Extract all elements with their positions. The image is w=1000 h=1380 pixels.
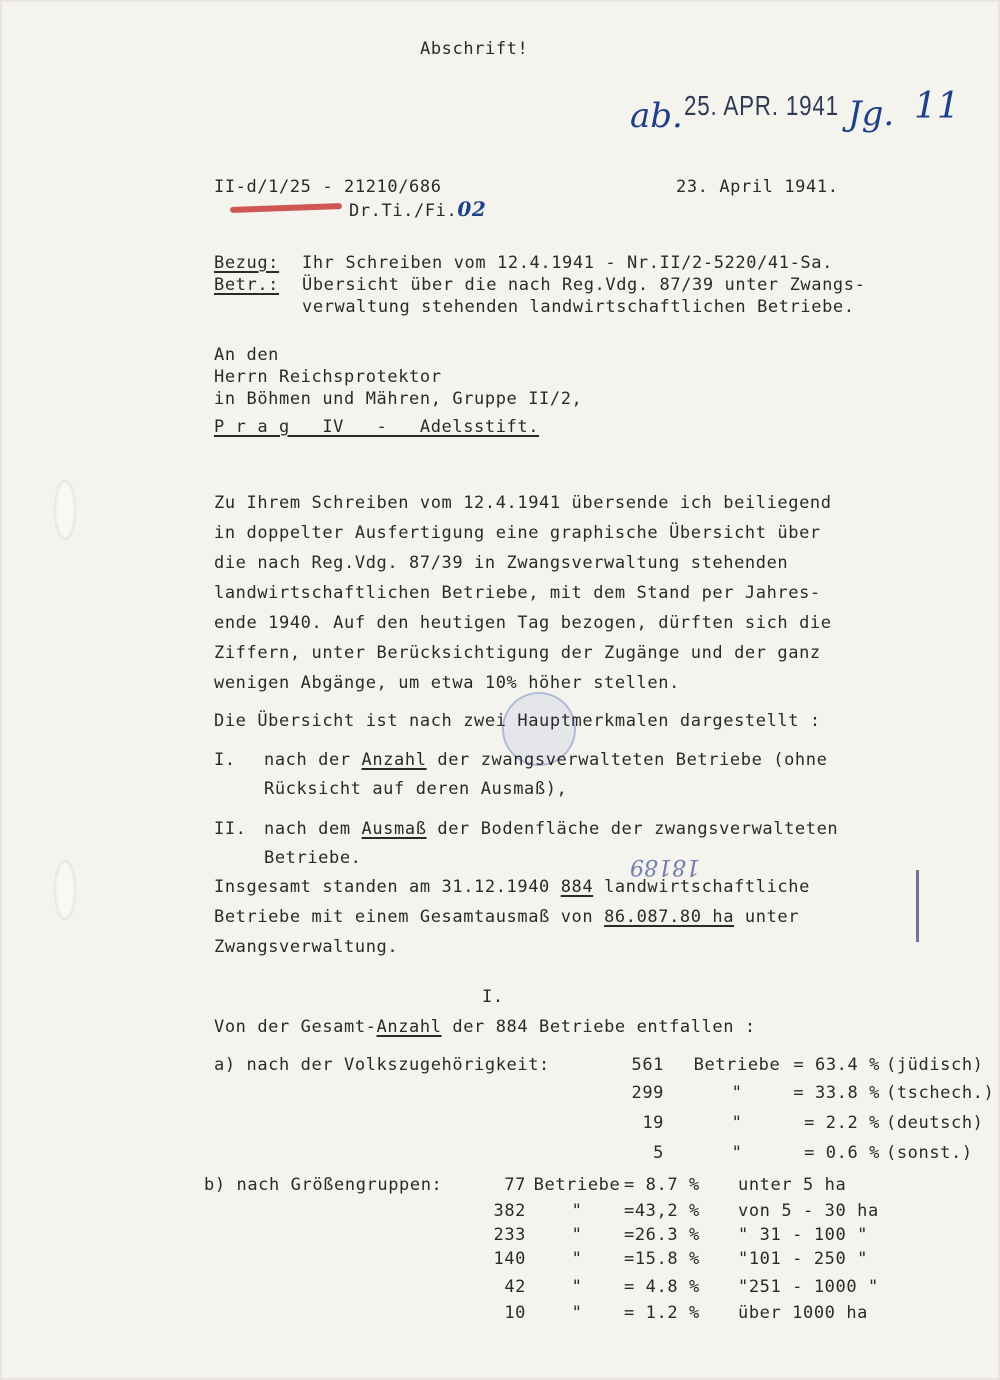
- body-paragraph-1-line: Zu Ihrem Schreiben vom 12.4.1941 übersende ich beiliegend: [214, 493, 832, 513]
- range-cell: über 1000 ha: [738, 1303, 869, 1323]
- faded-margin-number: 18189: [630, 854, 700, 879]
- received-date-stamp: 25. APR. 1941: [684, 90, 839, 121]
- unit-cell: ": [571, 1201, 583, 1221]
- count-cell: 42: [504, 1277, 526, 1297]
- nationality-label: a) nach der Volkszugehörigkeit:: [214, 1055, 550, 1075]
- count-cell: 10: [504, 1303, 526, 1323]
- group-cell: (sonst.): [886, 1143, 973, 1163]
- item-ii-number: II.: [214, 819, 247, 839]
- document-page: [2, 2, 998, 1378]
- unit-cell: ": [571, 1249, 583, 1269]
- group-cell: (tschech.): [886, 1083, 995, 1103]
- size-groups-label: b) nach Größengruppen:: [204, 1175, 443, 1195]
- count-cell: 233: [493, 1225, 526, 1245]
- margin-pen-line: [916, 870, 919, 942]
- section-intro: Von der Gesamt-Anzahl der 884 Betriebe entfallen :: [214, 1017, 756, 1037]
- percent-cell: = 4.8 %: [624, 1277, 700, 1297]
- body-paragraph-1-line: landwirtschaftlichen Betriebe, mit dem Stand per Jahres-: [214, 583, 821, 603]
- unit-cell: ": [571, 1225, 583, 1245]
- betr-label: Betr.:: [214, 275, 280, 295]
- body-paragraph-1-line: ende 1940. Auf den heutigen Tag bezogen, dürften sich die: [214, 613, 832, 633]
- item-ii-line-1: nach dem Ausmaß der Bodenfläche der zwangsverwalteten: [264, 819, 839, 839]
- address-line-1: An den: [214, 345, 280, 365]
- range-cell: "101 - 250 ": [738, 1249, 869, 1269]
- item-i-line-1: nach der Anzahl der zwangsverwalteten Betriebe (ohne: [264, 750, 828, 770]
- percent-cell: = 63.4 %: [793, 1055, 880, 1075]
- received-prefix-handwritten: ab.: [630, 96, 683, 136]
- body-paragraph-2: Die Übersicht ist nach zwei Hauptmerkmalen dargestellt :: [214, 711, 821, 731]
- unit-cell: ": [571, 1277, 583, 1297]
- address-line-3: in Böhmen und Mähren, Gruppe II/2,: [214, 389, 583, 409]
- unit-cell: ": [731, 1113, 743, 1133]
- count-cell: 299: [631, 1083, 664, 1103]
- count-cell: 382: [493, 1201, 526, 1221]
- percent-cell: =43,2 %: [624, 1201, 700, 1221]
- betr-line-2: verwaltung stehenden landwirtschaftlichen Betriebe.: [302, 297, 855, 317]
- total-line-3: Zwangsverwaltung.: [214, 937, 399, 957]
- unit-cell: Betriebe: [533, 1175, 621, 1195]
- body-paragraph-1-line: wenigen Abgänge, um etwa 10% höher stellen.: [214, 673, 680, 693]
- body-paragraph-1-line: die nach Reg.Vdg. 87/39 in Zwangsverwaltung stehenden: [214, 553, 789, 573]
- folio-number-handwritten: 11: [914, 86, 960, 127]
- total-count: 884: [560, 877, 594, 897]
- percent-cell: = 2.2 %: [804, 1113, 880, 1133]
- percent-cell: = 8.7 %: [624, 1175, 700, 1195]
- bezug-label: Bezug:: [214, 253, 280, 273]
- range-cell: von 5 - 30 ha: [738, 1201, 879, 1221]
- section-intro-keyword: Anzahl: [376, 1017, 442, 1037]
- total-line-2: Betriebe mit einem Gesamtausmaß von 86.087.80 ha unter: [214, 907, 800, 927]
- file-number: II-d/1/25 - 21210/686: [214, 177, 442, 197]
- range-cell: " 31 - 100 ": [738, 1225, 869, 1245]
- letter-date: 23. April 1941.: [676, 177, 839, 197]
- count-cell: 140: [493, 1249, 526, 1269]
- item-ii-line-2: Betriebe.: [264, 848, 362, 868]
- percent-cell: =15.8 %: [624, 1249, 700, 1269]
- percent-cell: = 0.6 %: [804, 1143, 880, 1163]
- bezug-text: Ihr Schreiben vom 12.4.1941 - Nr.II/2-5220/41-Sa.: [302, 253, 833, 273]
- copy-mark: Abschrift!: [420, 39, 529, 59]
- count-cell: 19: [642, 1113, 664, 1133]
- total-area: 86.087.80 ha: [604, 907, 735, 927]
- unit-cell: ": [731, 1143, 743, 1163]
- body-paragraph-1-line: Ziffern, unter Berücksichtigung der Zugänge und der ganz: [214, 643, 821, 663]
- percent-cell: =26.3 %: [624, 1225, 700, 1245]
- unit-cell: Betriebe: [693, 1055, 781, 1075]
- count-cell: 561: [631, 1055, 664, 1075]
- dictation-handwritten: 02: [457, 197, 487, 221]
- red-pencil-mark: [230, 203, 342, 213]
- punch-hole-top: [54, 480, 76, 540]
- range-cell: unter 5 ha: [738, 1175, 847, 1195]
- count-cell: 77: [504, 1175, 526, 1195]
- group-cell: (deutsch): [886, 1113, 984, 1133]
- item-i-keyword: Anzahl: [361, 750, 427, 770]
- total-line-1: Insgesamt standen am 31.12.1940 884 landwirtschaftliche: [214, 877, 810, 897]
- body-paragraph-1-line: in doppelter Ausfertigung eine graphische Übersicht über: [214, 523, 821, 543]
- dictation-mark: Dr.Ti./Fi.02: [349, 197, 487, 221]
- item-i-line-2: Rücksicht auf deren Ausmaß),: [264, 779, 568, 799]
- percent-cell: = 1.2 %: [624, 1303, 700, 1323]
- unit-cell: ": [731, 1083, 743, 1103]
- betr-line-1: Übersicht über die nach Reg.Vdg. 87/39 unter Zwangs-: [302, 275, 866, 295]
- address-line-2: Herrn Reichsprotektor: [214, 367, 442, 387]
- punch-hole-bottom: [54, 860, 76, 920]
- count-cell: 5: [653, 1143, 664, 1163]
- item-i-number: I.: [214, 750, 236, 770]
- group-cell: (jüdisch): [886, 1055, 984, 1075]
- initials-handwritten: Jg.: [848, 94, 895, 134]
- percent-cell: = 33.8 %: [793, 1083, 880, 1103]
- item-ii-keyword: Ausmaß: [361, 819, 427, 839]
- section-heading: I.: [482, 987, 504, 1007]
- unit-cell: ": [571, 1303, 583, 1323]
- address-city: P r a g IV - Adelsstift.: [214, 417, 540, 437]
- range-cell: "251 - 1000 ": [738, 1277, 879, 1297]
